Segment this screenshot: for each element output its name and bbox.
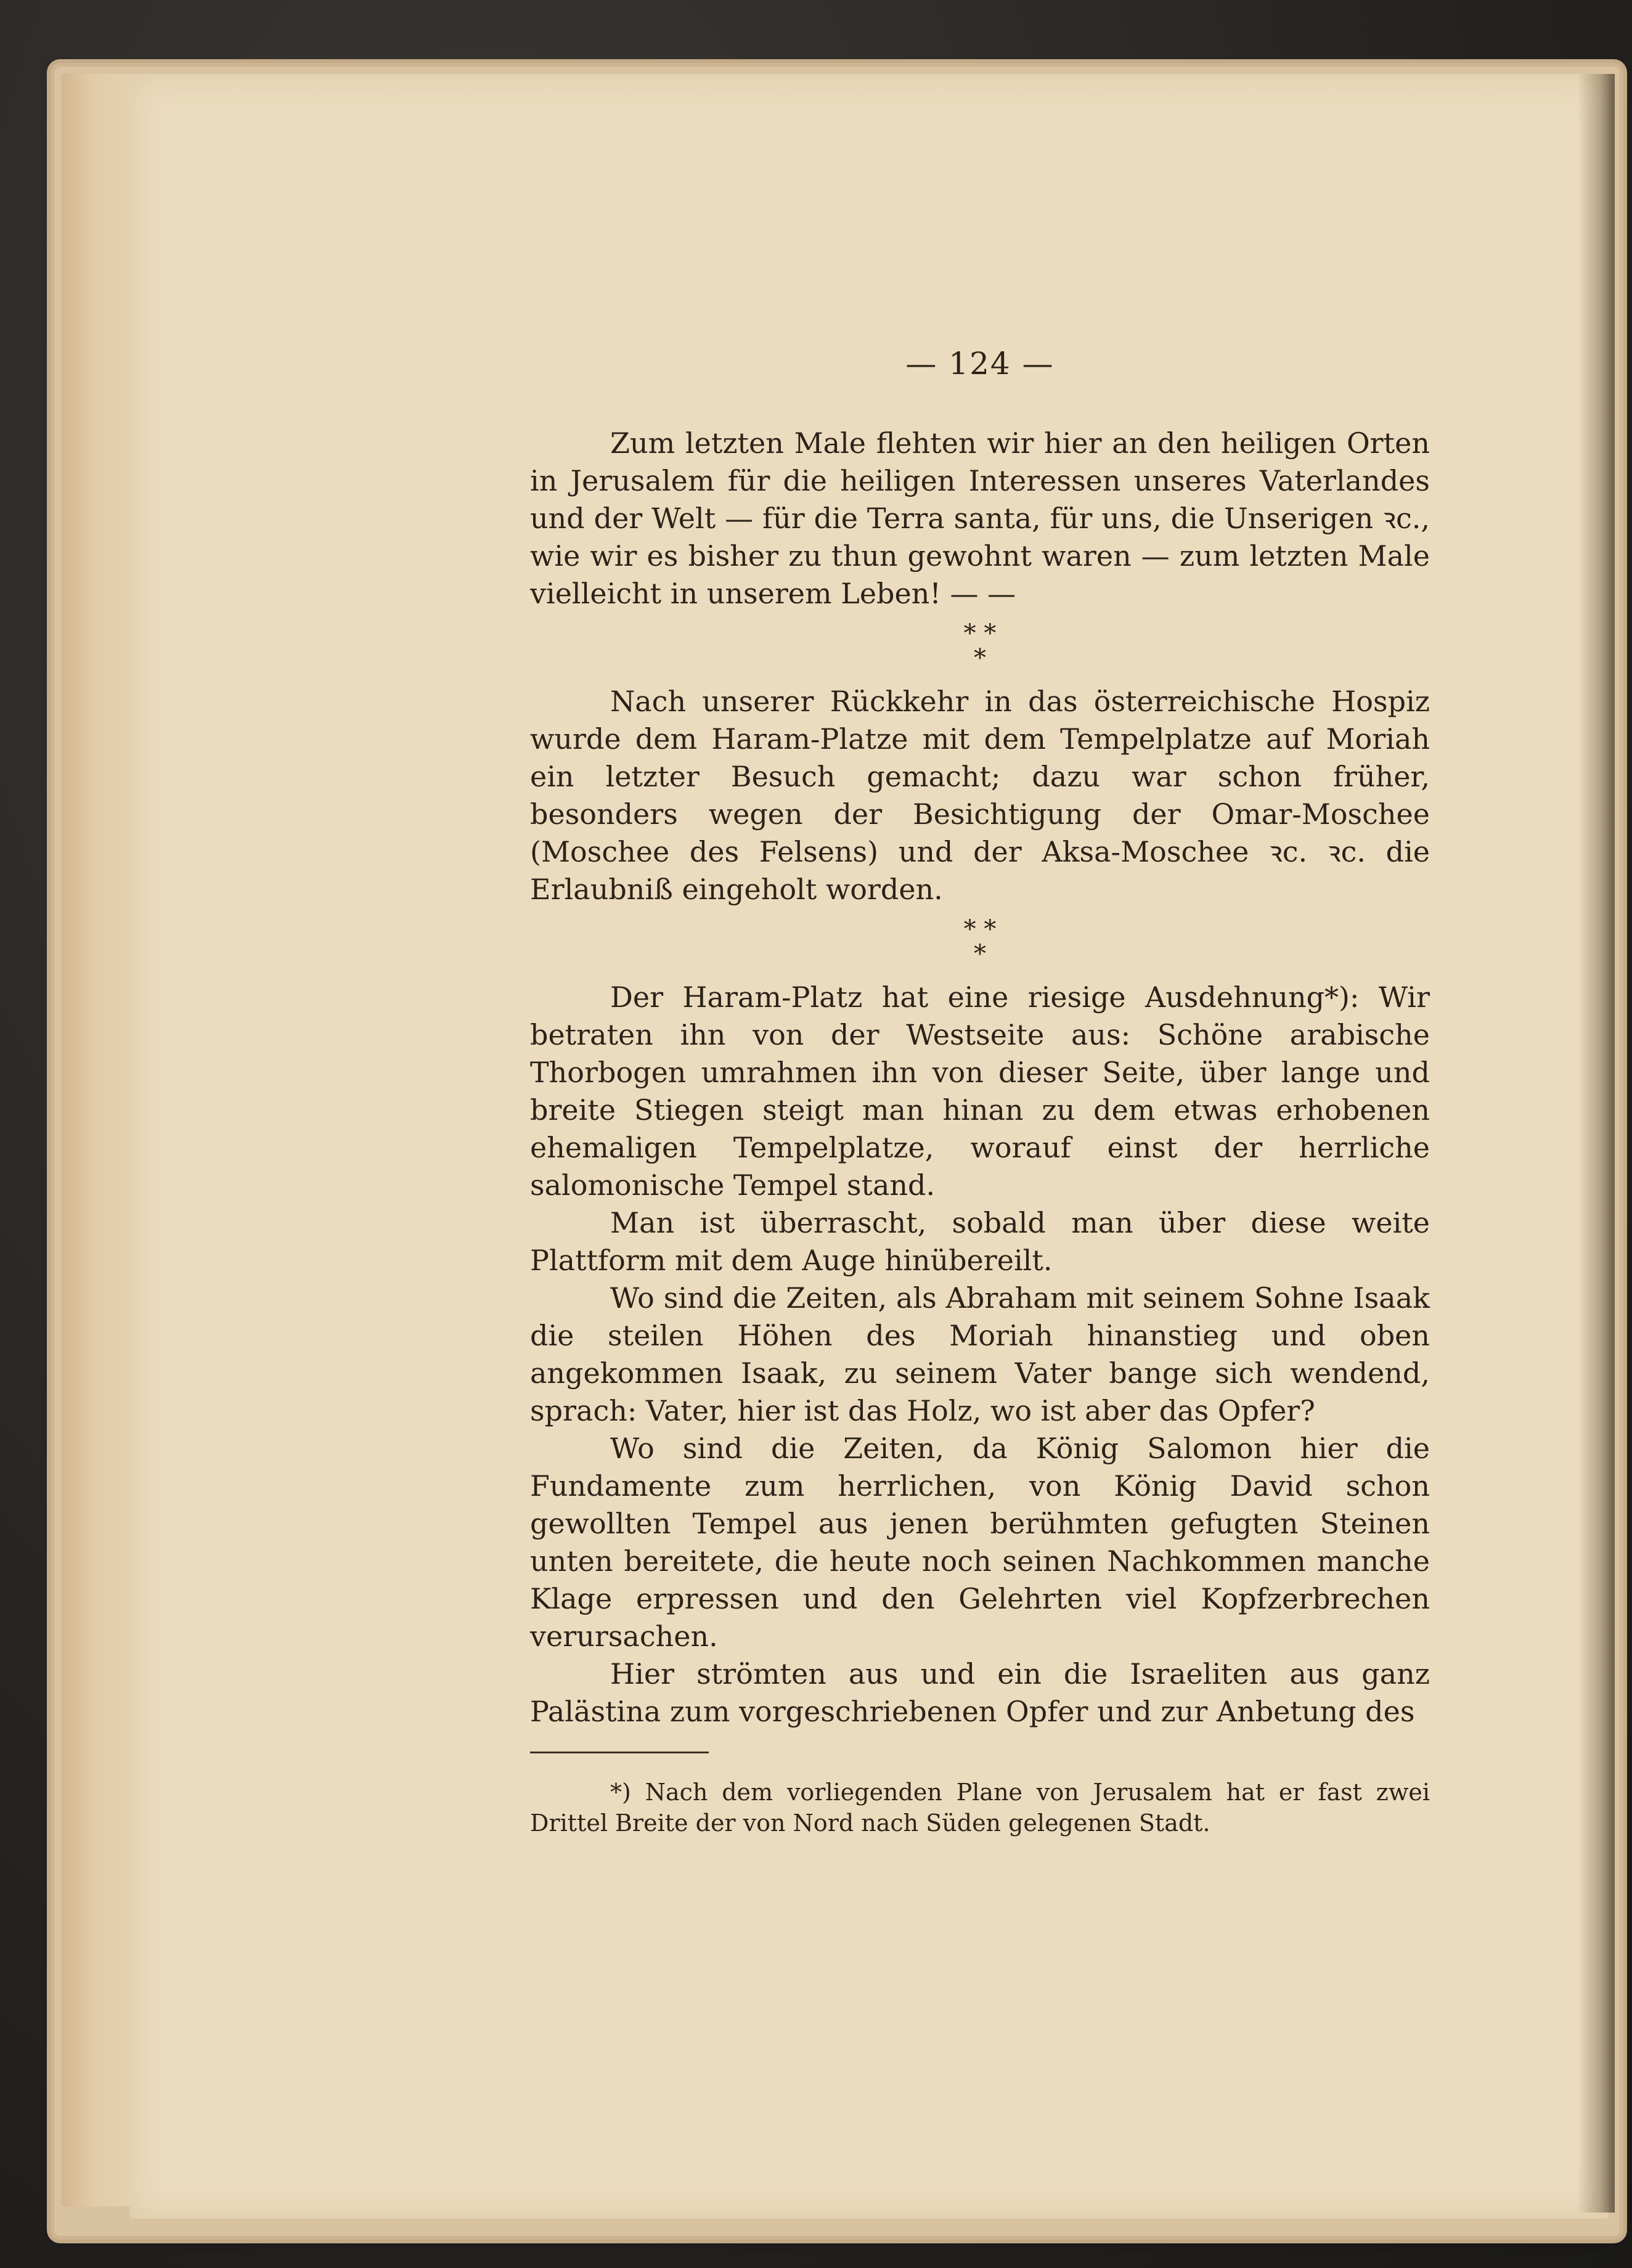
paragraph-3: Der Haram-Platz hat eine riesige Ausdehnung*): Wir betraten ihn von der Westseite aus: Schöne arabische Thorbogen umrahmen ihn von dieser Seite, über lange und breite Stiegen steigt man hinan zu dem etwas erhobenen ehemaligen Tempelplatze, worauf einst der herrliche salomonische Tempel stand. — [530, 981, 1430, 1202]
separator-stars-top: * * — [963, 619, 997, 648]
paragraph-1: Zum letzten Male flehten wir hier an den heiligen Orten in Jerusalem für die heiligen Interessen unseres Vaterlandes und der Welt — für die Terra santa, für uns, die Unserigen ꝛc., wie wir es bisher zu thun gewohnt waren — zum letzten Male vielleicht in unserem Leben! — — — [530, 426, 1430, 610]
paragraph-4: Man ist überrascht, sobald man über diese weite Plattform mit dem Auge hinübereilt. — [530, 1206, 1430, 1277]
section-separator-2 — [530, 917, 1430, 966]
page-number: — 124 — — [905, 346, 1055, 381]
footnote: *) Nach dem vorliegenden Plane von Jerusalem hat er fast zwei Drittel Breite der von Nord nach Süden gelegenen Stadt. — [530, 1779, 1430, 1837]
section-separator-1 — [530, 621, 1430, 671]
spine-shadow — [1578, 74, 1615, 2213]
page-text — [530, 345, 1430, 1862]
paragraph-2: Nach unserer Rückkehr in das österreichische Hospiz wurde dem Haram-Platze mit dem Tempelplatze auf Moriah ein letzter Besuch gemacht; dazu war schon früher, besonders wegen der Besichtigung der Omar-Moschee (Moschee des Felsens) und der Aksa-Moschee ꝛc. ꝛc. die Erlaubniß eingeholt worden. — [530, 685, 1430, 906]
paragraph-7: Hier strömten aus und ein die Israeliten aus ganz Palästina zum vorgeschriebenen Opfer und zur Anbetung des — [530, 1657, 1430, 1728]
separator-stars-top: * * — [963, 915, 997, 944]
page-edges — [62, 74, 137, 2206]
paragraph-6: Wo sind die Zeiten, da König Salomon hier die Fundamente zum herrlichen, von König David schon gewollten Tempel aus jenen berühmten gefugten Steinen unten bereitete, die heute noch seinen Nachkommen manche Klage erpressen und den Gelehrten viel Kopfzerbrechen verursachen. — [530, 1432, 1430, 1653]
footnote-rule — [530, 1752, 709, 1753]
separator-star-bottom: * — [974, 644, 986, 672]
paragraph-5: Wo sind die Zeiten, als Abraham mit seinem Sohne Isaak die steilen Höhen des Moriah hinanstieg und oben angekommen Isaak, zu seinem Vater bange sich wendend, sprach: Vater, hier ist das Holz, wo ist aber das Opfer? — [530, 1281, 1430, 1427]
separator-star-bottom: * — [974, 940, 986, 968]
